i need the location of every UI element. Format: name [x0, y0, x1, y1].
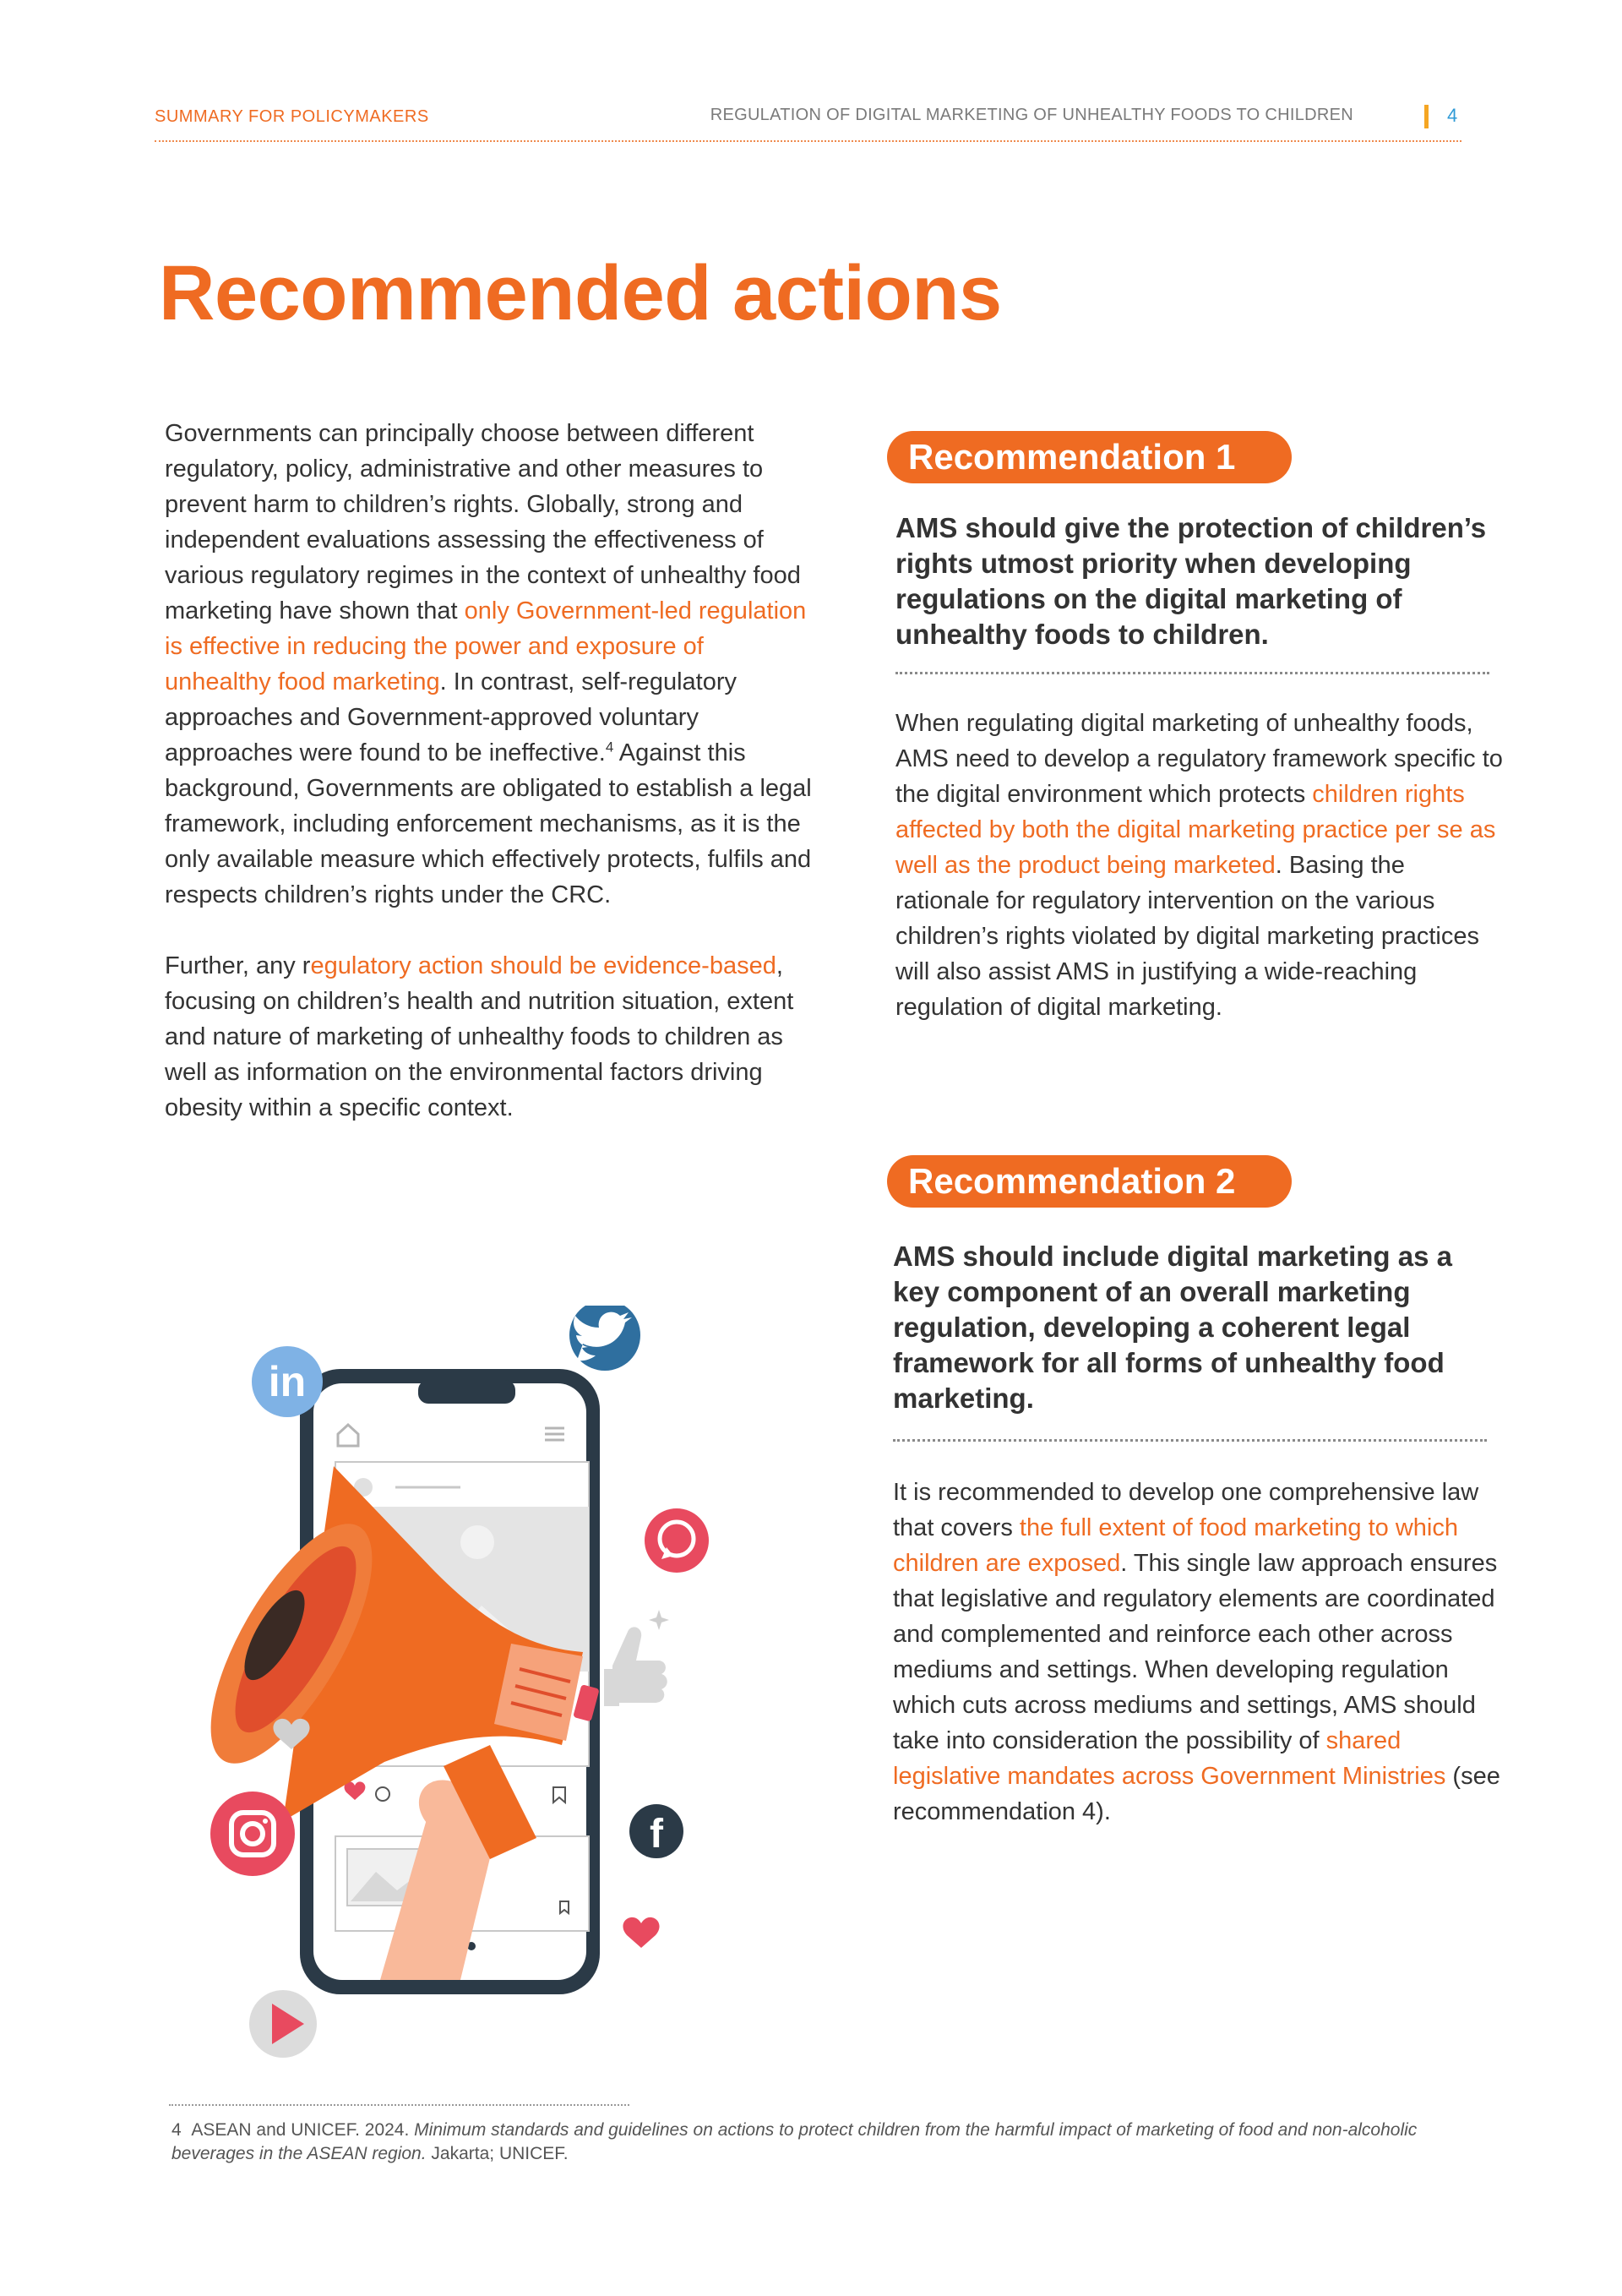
- page-title: Recommended actions: [159, 250, 1002, 336]
- body-highlight: shared legislative mandates across Government Ministries: [893, 1727, 1446, 1790]
- thumbs-up-icon: [604, 1627, 667, 1706]
- social-media-megaphone-illustration: [190, 1306, 714, 2066]
- intro-column: [165, 416, 815, 1126]
- twitter-icon: [569, 1306, 640, 1371]
- recommendation-1-body: [895, 706, 1504, 1025]
- running-header-section: SUMMARY FOR POLICYMAKERS: [155, 107, 429, 126]
- body-highlight: children rights affected by both the digital marketing practice per se as well as the product being marketed: [895, 781, 1496, 879]
- intro-text: , focusing on children’s health and nutrition situation, extent and nature of marketing of unhealthy foods to children as well as information on the environmental factors driving obesity within a specific context.: [165, 952, 794, 1121]
- facebook-icon: [629, 1804, 683, 1858]
- recommendation-1-divider: [895, 672, 1489, 674]
- intro-paragraph-2: [165, 948, 815, 1126]
- intro-text: Governments can principally choose between different regulatory, policy, administrative and other measures to prevent harm to children’s rights. Globally, strong and independent evaluations assessing the effectiveness of various regulatory regimes in the context of unhealthy food marketing have shown that: [165, 420, 801, 624]
- recommendation-1-label: Recommendation 1: [887, 431, 1292, 483]
- footnote-number: 4: [171, 2120, 182, 2140]
- recommendation-1-heading: AMS should give the protection of children’s rights utmost priority when developing regulations on the digital marketing of unhealthy foods to children.: [895, 512, 1487, 650]
- header-rule: [155, 140, 1461, 142]
- footnote-publisher: Jakarta; UNICEF.: [426, 2144, 569, 2163]
- intro-text: Against this background, Governments are obligated to establish a legal framework, including enforcement mechanisms, as it is the only available measure which effectively protects, fulfils and respects children’s rights under the CRC.: [165, 739, 812, 908]
- footnote-reference: 4: [605, 739, 614, 755]
- body-text: When regulating digital marketing of unhealthy foods, AMS need to develop a regulatory framework specific to the digital environment which protects: [895, 710, 1503, 808]
- intro-highlight: only Government-led regulation is effective in reducing the power and exposure of unhealthy food marketing: [165, 597, 807, 695]
- footnote-rule: [169, 2104, 629, 2106]
- svg-text:f: f: [650, 1812, 663, 1857]
- body-text: It is recommended to develop one comprehensive law that covers: [893, 1479, 1479, 1541]
- linkedin-icon: [252, 1346, 323, 1417]
- heart-icon: [623, 1917, 659, 1948]
- footnote-source: ASEAN and UNICEF. 2024.: [191, 2120, 410, 2140]
- intro-text: Further, any r: [165, 952, 311, 979]
- footnote-title: Minimum standards and guidelines on actions to protect children from the harmful impact of marketing of food and non-alcoholic beverages in the ASEAN region.: [171, 2120, 1418, 2163]
- svg-text:in: in: [268, 1358, 307, 1405]
- instagram-icon: [210, 1792, 295, 1876]
- recommendation-2-label: Recommendation 2: [887, 1155, 1292, 1208]
- sparkle-icon: [649, 1610, 669, 1630]
- header-divider-bar: [1424, 105, 1429, 128]
- body-highlight: the full extent of food marketing to which children are exposed: [893, 1514, 1458, 1577]
- intro-paragraph-1: [165, 416, 815, 913]
- running-header-title: REGULATION OF DIGITAL MARKETING OF UNHEALTHY FOODS TO CHILDREN: [710, 106, 1353, 124]
- recommendation-2-heading: AMS should include digital marketing as a key component of an overall marketing regulation, developing a coherent legal framework for all forms of unhealthy food marketing.: [893, 1241, 1452, 1414]
- body-text: . This single law approach ensures that legislative and regulatory elements are coordinated and complemented and reinforce each other across mediums and settings. When developing regulation which cuts across mediums and settings, AMS should take into consideration the possibility of: [893, 1550, 1498, 1754]
- body-text: (see recommendation 4).: [893, 1763, 1500, 1825]
- body-text: . Basing the rationale for regulatory intervention on the various children’s rights violated by digital marketing practices will also assist AMS in justifying a wide-reaching regulation of digital marketing.: [895, 852, 1479, 1021]
- intro-highlight: egulatory action should be evidence-based: [310, 952, 776, 979]
- page-number: 4: [1447, 105, 1458, 126]
- play-icon: [249, 1990, 317, 2058]
- footnote: [171, 2119, 1439, 2166]
- intro-text: . In contrast, self-regulatory approaches and Government-approved voluntary approaches were found to be ineffective.: [165, 668, 738, 766]
- recommendation-2-body: [893, 1475, 1501, 1830]
- whatsapp-icon: [645, 1508, 709, 1573]
- recommendation-2-divider: [893, 1439, 1487, 1442]
